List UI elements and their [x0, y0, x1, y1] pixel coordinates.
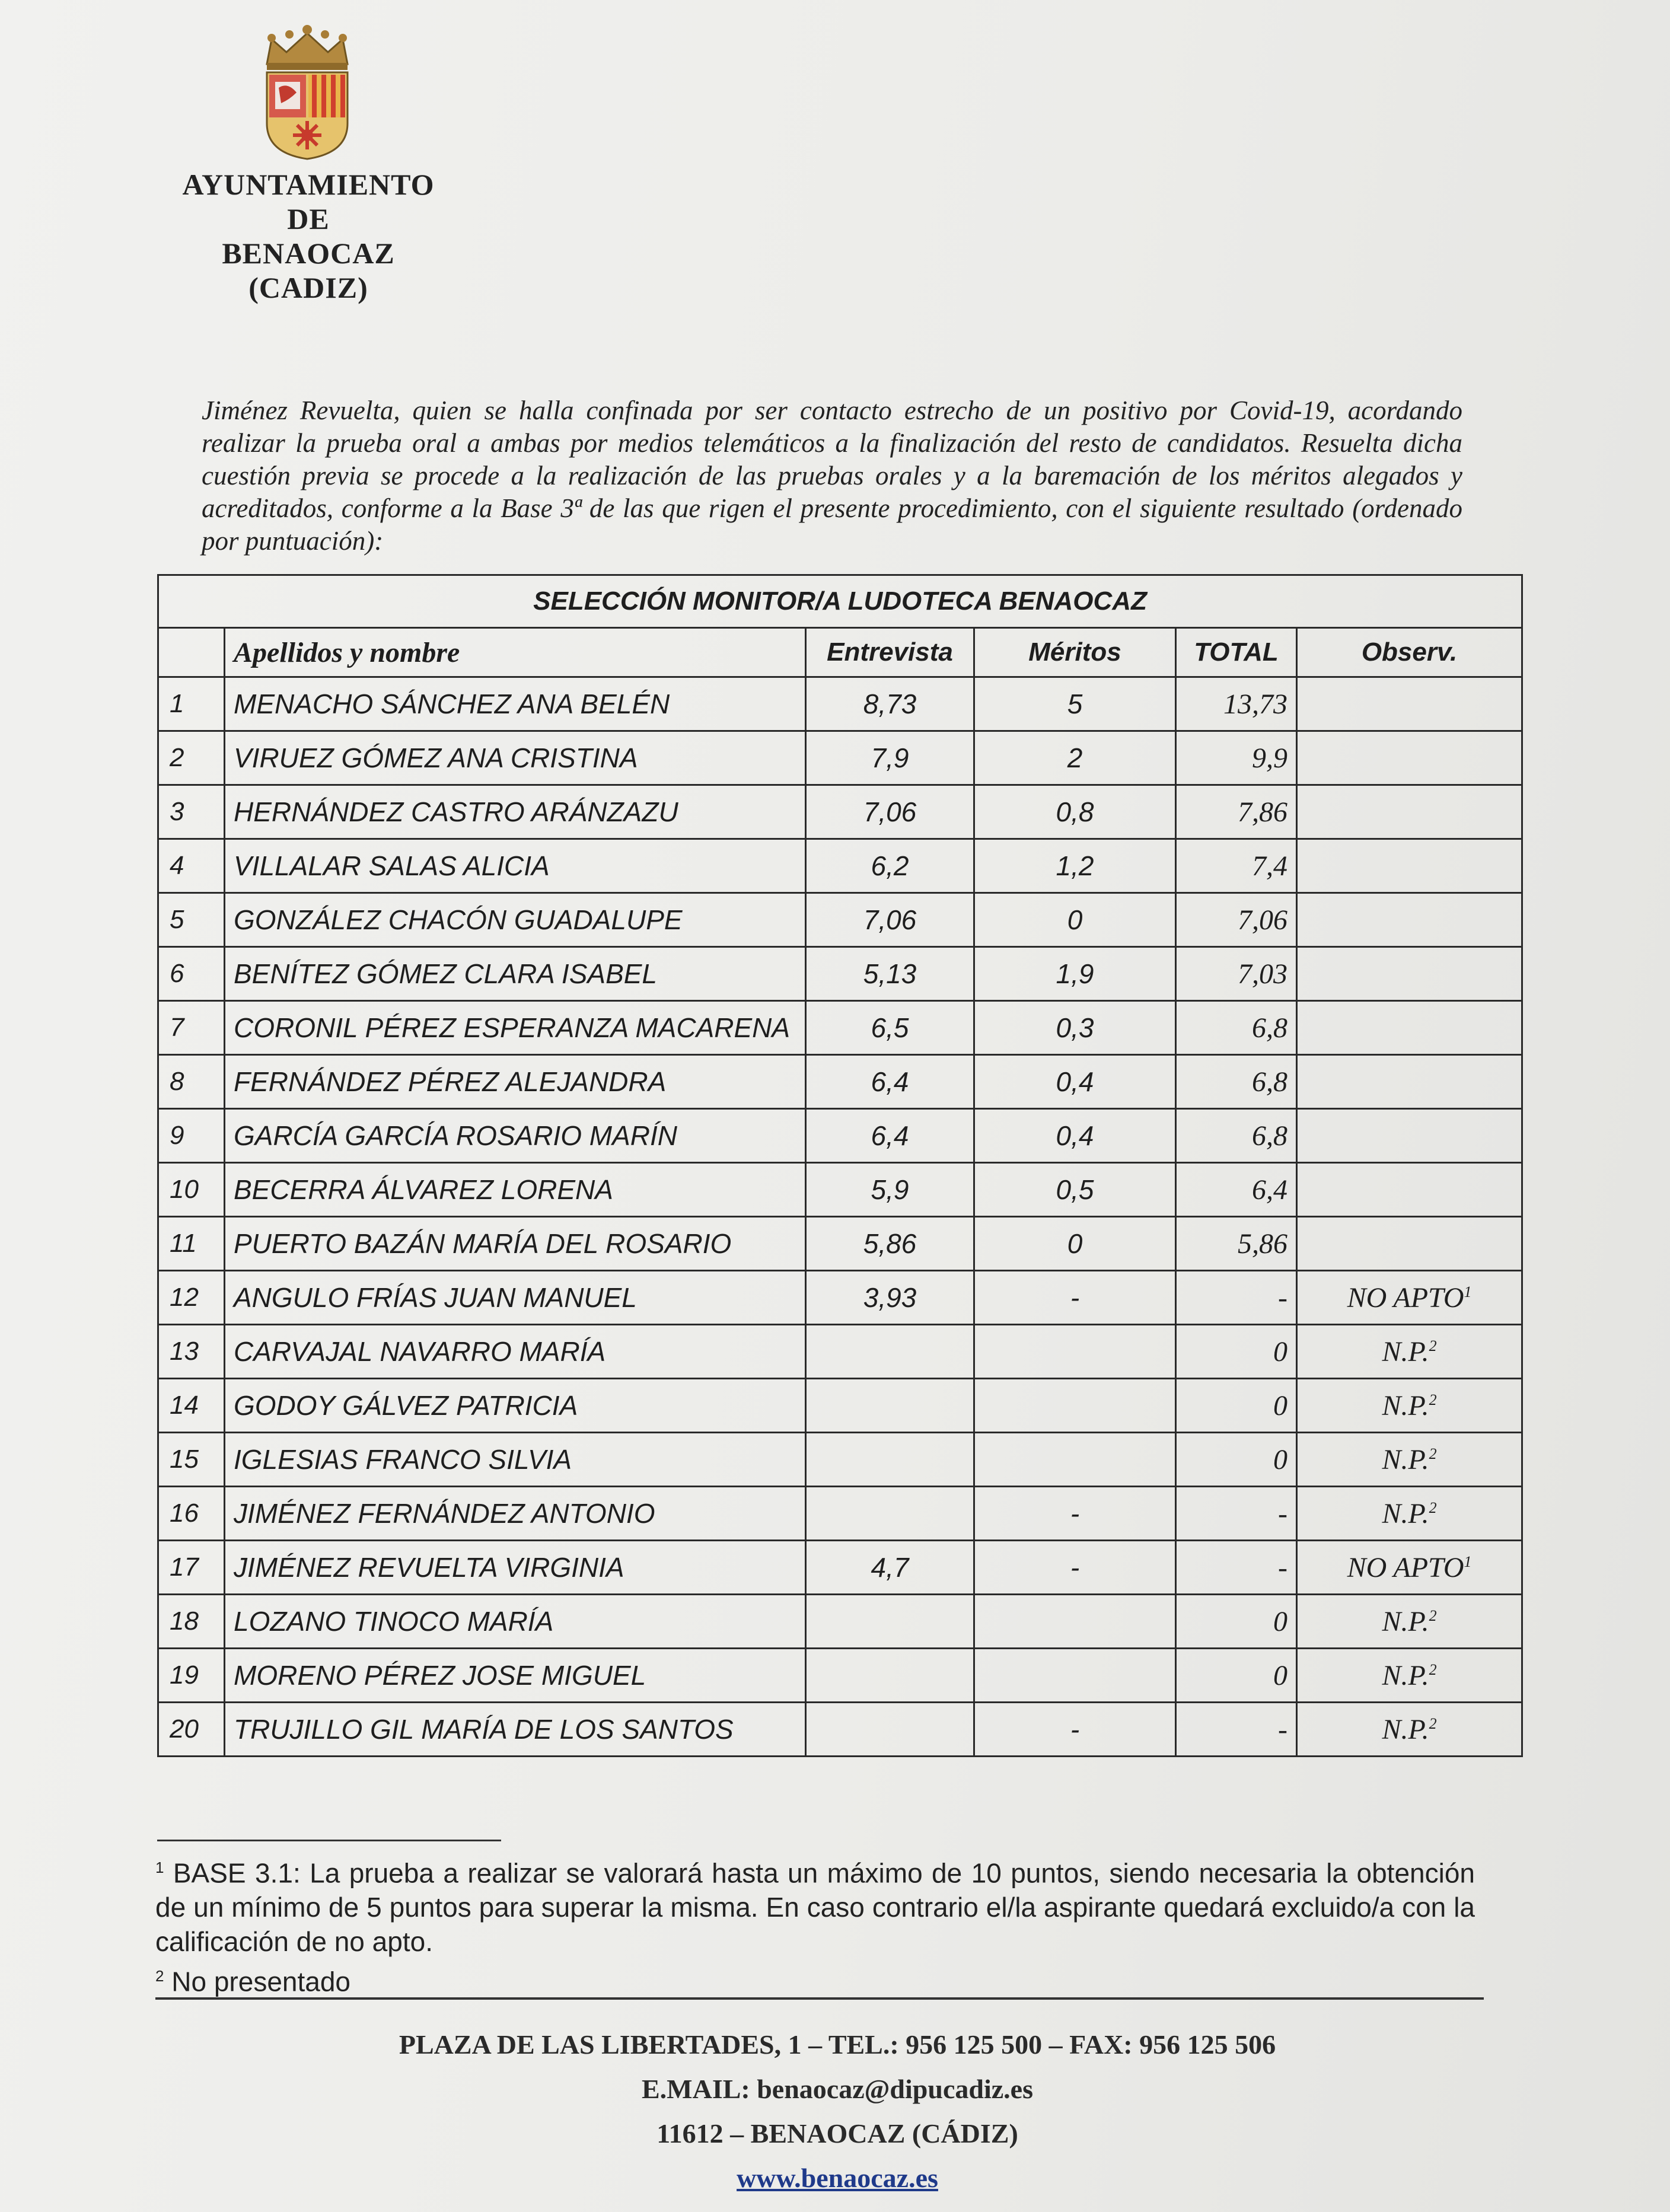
- observation: [1297, 1433, 1522, 1487]
- row-index: 6: [158, 947, 225, 1001]
- footnote-1-text: BASE 3.1: La prueba a realizar se valorará hasta un máximo de 10 puntos, siendo necesaria la obtención de un mínimo de 5 puntos para superar la misma. En caso contrario el/la aspirante quedará excluido/a con la calificación de no apto.: [155, 1857, 1475, 1958]
- interview-score: 6,5: [806, 1001, 974, 1055]
- org-line-3: BENAOCAZ: [222, 237, 395, 270]
- interview-score: [806, 1325, 974, 1379]
- row-index: 7: [158, 1001, 225, 1055]
- candidate-name: HERNÁNDEZ CASTRO ARÁNZAZU: [225, 785, 806, 839]
- observation: [1297, 1109, 1522, 1163]
- row-index: 16: [158, 1487, 225, 1541]
- observation-footnote-mark: 2: [1429, 1714, 1437, 1732]
- table-row: [158, 1703, 1522, 1757]
- coat-of-arms-icon: [260, 23, 355, 162]
- org-line-1: AYUNTAMIENTO: [182, 168, 435, 201]
- interview-score: 6,2: [806, 839, 974, 893]
- interview-score: 5,9: [806, 1163, 974, 1217]
- observation: [1297, 947, 1522, 1001]
- row-index: 15: [158, 1433, 225, 1487]
- candidate-name: FERNÁNDEZ PÉREZ ALEJANDRA: [225, 1055, 806, 1109]
- interview-score: 7,06: [806, 785, 974, 839]
- total-score: -: [1176, 1703, 1297, 1757]
- footer-line-1: PLAZA DE LAS LIBERTADES, 1 – TEL.: 956 125 500 – FAX: 956 125 506: [399, 2029, 1276, 2060]
- candidate-name: ANGULO FRÍAS JUAN MANUEL: [225, 1271, 806, 1325]
- merits-score: -: [974, 1271, 1176, 1325]
- observation-footnote-mark: 2: [1429, 1660, 1437, 1678]
- observation: [1297, 1001, 1522, 1055]
- observation: [1297, 1217, 1522, 1271]
- observation: [1297, 677, 1522, 731]
- merits-score: [974, 1649, 1176, 1703]
- observation: [1297, 893, 1522, 947]
- row-index: 4: [158, 839, 225, 893]
- interview-score: [806, 1379, 974, 1433]
- observation-footnote-mark: 1: [1464, 1283, 1472, 1301]
- observation: [1297, 1055, 1522, 1109]
- candidate-name: MENACHO SÁNCHEZ ANA BELÉN: [225, 677, 806, 731]
- merits-score: -: [974, 1703, 1176, 1757]
- merits-score: [974, 1433, 1176, 1487]
- observation: [1297, 1595, 1522, 1649]
- candidate-name: TRUJILLO GIL MARÍA DE LOS SANTOS: [225, 1703, 806, 1757]
- table-row: [158, 1217, 1522, 1271]
- organization-name: [148, 167, 469, 305]
- header-observations: Observ.: [1297, 628, 1522, 677]
- interview-score: [806, 1487, 974, 1541]
- total-score: 7,4: [1176, 839, 1297, 893]
- table-row: [158, 1163, 1522, 1217]
- total-score: 6,8: [1176, 1055, 1297, 1109]
- observation: [1297, 1703, 1522, 1757]
- row-index: 20: [158, 1703, 225, 1757]
- observation: [1297, 1487, 1522, 1541]
- interview-score: [806, 1649, 974, 1703]
- row-index: 11: [158, 1217, 225, 1271]
- total-score: 9,9: [1176, 731, 1297, 785]
- interview-score: 5,86: [806, 1217, 974, 1271]
- org-line-2: DE: [287, 202, 330, 235]
- total-score: 7,86: [1176, 785, 1297, 839]
- observation: [1297, 1379, 1522, 1433]
- row-index: 10: [158, 1163, 225, 1217]
- candidate-name: BECERRA ÁLVAREZ LORENA: [225, 1163, 806, 1217]
- table-row: [158, 785, 1522, 839]
- observation-footnote-mark: 2: [1429, 1337, 1437, 1354]
- table-row: [158, 839, 1522, 893]
- observation-text: N.P.: [1382, 1443, 1429, 1475]
- header-merits: Méritos: [974, 628, 1176, 677]
- total-score: -: [1176, 1541, 1297, 1595]
- footnote-separator: [157, 1840, 501, 1841]
- merits-score: 0: [974, 893, 1176, 947]
- table-title: SELECCIÓN MONITOR/A LUDOTECA BENAOCAZ: [158, 575, 1522, 628]
- observation-text: N.P.: [1382, 1497, 1429, 1529]
- merits-score: 0,4: [974, 1055, 1176, 1109]
- merits-score: -: [974, 1487, 1176, 1541]
- interview-score: [806, 1595, 974, 1649]
- observation: [1297, 1325, 1522, 1379]
- candidate-name: PUERTO BAZÁN MARÍA DEL ROSARIO: [225, 1217, 806, 1271]
- total-score: 0: [1176, 1433, 1297, 1487]
- intro-paragraph: Jiménez Revuelta, quien se halla confinada por ser contacto estrecho de un positivo por Covid-19, acordando realizar la prueba oral a ambas por medios telemáticos a la finalización del resto de candidatos. Resuelta dicha cuestión previa se procede a la realización de las pruebas orales y a la baremación de los méritos alegados y acreditados, conforme a la Base 3ª de las que rigen el presente procedimiento, con el siguiente resultado (ordenado por puntuación):: [202, 396, 1462, 556]
- candidate-name: VILLALAR SALAS ALICIA: [225, 839, 806, 893]
- merits-score: [974, 1595, 1176, 1649]
- candidate-name: IGLESIAS FRANCO SILVIA: [225, 1433, 806, 1487]
- total-score: 0: [1176, 1649, 1297, 1703]
- candidate-name: CORONIL PÉREZ ESPERANZA MACARENA: [225, 1001, 806, 1055]
- footnote-2-text: No presentado: [164, 1966, 351, 1997]
- candidate-name: JIMÉNEZ FERNÁNDEZ ANTONIO: [225, 1487, 806, 1541]
- total-score: 13,73: [1176, 677, 1297, 731]
- header-index: [158, 628, 225, 677]
- table-row: [158, 947, 1522, 1001]
- interview-score: 8,73: [806, 677, 974, 731]
- results-table: [157, 574, 1523, 1757]
- row-index: 12: [158, 1271, 225, 1325]
- observation-footnote-mark: 2: [1429, 1391, 1437, 1408]
- row-index: 8: [158, 1055, 225, 1109]
- merits-score: 1,9: [974, 947, 1176, 1001]
- total-score: 0: [1176, 1595, 1297, 1649]
- observation-text: NO APTO: [1347, 1282, 1464, 1314]
- table-row: [158, 1487, 1522, 1541]
- total-score: 6,4: [1176, 1163, 1297, 1217]
- row-index: 9: [158, 1109, 225, 1163]
- merits-score: 0,8: [974, 785, 1176, 839]
- merits-score: [974, 1325, 1176, 1379]
- table-row: [158, 1649, 1522, 1703]
- table-header-row: [158, 628, 1522, 677]
- footnote-1-mark: 1: [155, 1859, 164, 1876]
- observation-footnote-mark: 2: [1429, 1607, 1437, 1624]
- total-score: 6,8: [1176, 1109, 1297, 1163]
- table-row: [158, 893, 1522, 947]
- interview-score: 7,9: [806, 731, 974, 785]
- header-interview: Entrevista: [806, 628, 974, 677]
- observation-text: N.P.: [1382, 1659, 1429, 1691]
- candidate-name: BENÍTEZ GÓMEZ CLARA ISABEL: [225, 947, 806, 1001]
- candidate-name: VIRUEZ GÓMEZ ANA CRISTINA: [225, 731, 806, 785]
- observation-text: N.P.: [1382, 1336, 1429, 1368]
- candidate-name: LOZANO TINOCO MARÍA: [225, 1595, 806, 1649]
- total-score: 6,8: [1176, 1001, 1297, 1055]
- row-index: 17: [158, 1541, 225, 1595]
- observation: [1297, 1271, 1522, 1325]
- interview-score: 4,7: [806, 1541, 974, 1595]
- observation: [1297, 1163, 1522, 1217]
- observation-footnote-mark: 2: [1429, 1445, 1437, 1462]
- footer-line-3: 11612 – BENAOCAZ (CÁDIZ): [656, 2118, 1018, 2149]
- observation-text: NO APTO: [1347, 1551, 1464, 1583]
- merits-score: 0,4: [974, 1109, 1176, 1163]
- header-total: TOTAL: [1176, 628, 1297, 677]
- interview-score: 3,93: [806, 1271, 974, 1325]
- merits-score: 2: [974, 731, 1176, 785]
- footer-separator: [155, 1997, 1484, 2000]
- org-line-4: (CADIZ): [248, 271, 368, 304]
- total-score: 0: [1176, 1379, 1297, 1433]
- observation-footnote-mark: 1: [1464, 1553, 1472, 1570]
- candidate-name: CARVAJAL NAVARRO MARÍA: [225, 1325, 806, 1379]
- footer-address: [155, 2022, 1519, 2200]
- candidate-name: JIMÉNEZ REVUELTA VIRGINIA: [225, 1541, 806, 1595]
- observation: [1297, 1649, 1522, 1703]
- row-index: 13: [158, 1325, 225, 1379]
- candidate-name: GARCÍA GARCÍA ROSARIO MARÍN: [225, 1109, 806, 1163]
- interview-score: 7,06: [806, 893, 974, 947]
- table-row: [158, 1055, 1522, 1109]
- footnote-1: [155, 1850, 1475, 1959]
- merits-score: 1,2: [974, 839, 1176, 893]
- observation: [1297, 839, 1522, 893]
- interview-score: 6,4: [806, 1109, 974, 1163]
- table-row: [158, 1325, 1522, 1379]
- total-score: -: [1176, 1487, 1297, 1541]
- table-row: [158, 1433, 1522, 1487]
- footnotes: [155, 1850, 1475, 1999]
- merits-score: 0,5: [974, 1163, 1176, 1217]
- row-index: 5: [158, 893, 225, 947]
- total-score: 5,86: [1176, 1217, 1297, 1271]
- interview-score: 6,4: [806, 1055, 974, 1109]
- table-row: [158, 1541, 1522, 1595]
- candidate-name: MORENO PÉREZ JOSE MIGUEL: [225, 1649, 806, 1703]
- row-index: 2: [158, 731, 225, 785]
- merits-score: 5: [974, 677, 1176, 731]
- merits-score: -: [974, 1541, 1176, 1595]
- table-row: [158, 1001, 1522, 1055]
- total-score: 7,06: [1176, 893, 1297, 947]
- website-link[interactable]: www.benaocaz.es: [737, 2163, 938, 2193]
- observation: [1297, 1541, 1522, 1595]
- table-row: [158, 731, 1522, 785]
- total-score: 0: [1176, 1325, 1297, 1379]
- row-index: 19: [158, 1649, 225, 1703]
- table-row: [158, 1271, 1522, 1325]
- table-row: [158, 677, 1522, 731]
- row-index: 14: [158, 1379, 225, 1433]
- observation-text: N.P.: [1382, 1605, 1429, 1637]
- merits-score: 0: [974, 1217, 1176, 1271]
- interview-score: [806, 1433, 974, 1487]
- table-row: [158, 1379, 1522, 1433]
- merits-score: 0,3: [974, 1001, 1176, 1055]
- candidate-name: GONZÁLEZ CHACÓN GUADALUPE: [225, 893, 806, 947]
- row-index: 1: [158, 677, 225, 731]
- total-score: -: [1176, 1271, 1297, 1325]
- row-index: 18: [158, 1595, 225, 1649]
- table-body: [158, 677, 1522, 1757]
- interview-score: [806, 1703, 974, 1757]
- observation: [1297, 785, 1522, 839]
- observation: [1297, 731, 1522, 785]
- footer-line-2: E.MAIL: benaocaz@dipucadiz.es: [642, 2074, 1033, 2104]
- table-row: [158, 1595, 1522, 1649]
- merits-score: [974, 1379, 1176, 1433]
- observation-text: N.P.: [1382, 1713, 1429, 1745]
- observation-text: N.P.: [1382, 1389, 1429, 1421]
- results-table-wrapper: [157, 574, 1521, 1757]
- footnote-2: [155, 1959, 1475, 1999]
- total-score: 7,03: [1176, 947, 1297, 1001]
- interview-score: 5,13: [806, 947, 974, 1001]
- footnote-2-mark: 2: [155, 1967, 164, 1985]
- row-index: 3: [158, 785, 225, 839]
- candidate-name: GODOY GÁLVEZ PATRICIA: [225, 1379, 806, 1433]
- observation-footnote-mark: 2: [1429, 1499, 1437, 1516]
- header-name: Apellidos y nombre: [225, 628, 806, 677]
- table-row: [158, 1109, 1522, 1163]
